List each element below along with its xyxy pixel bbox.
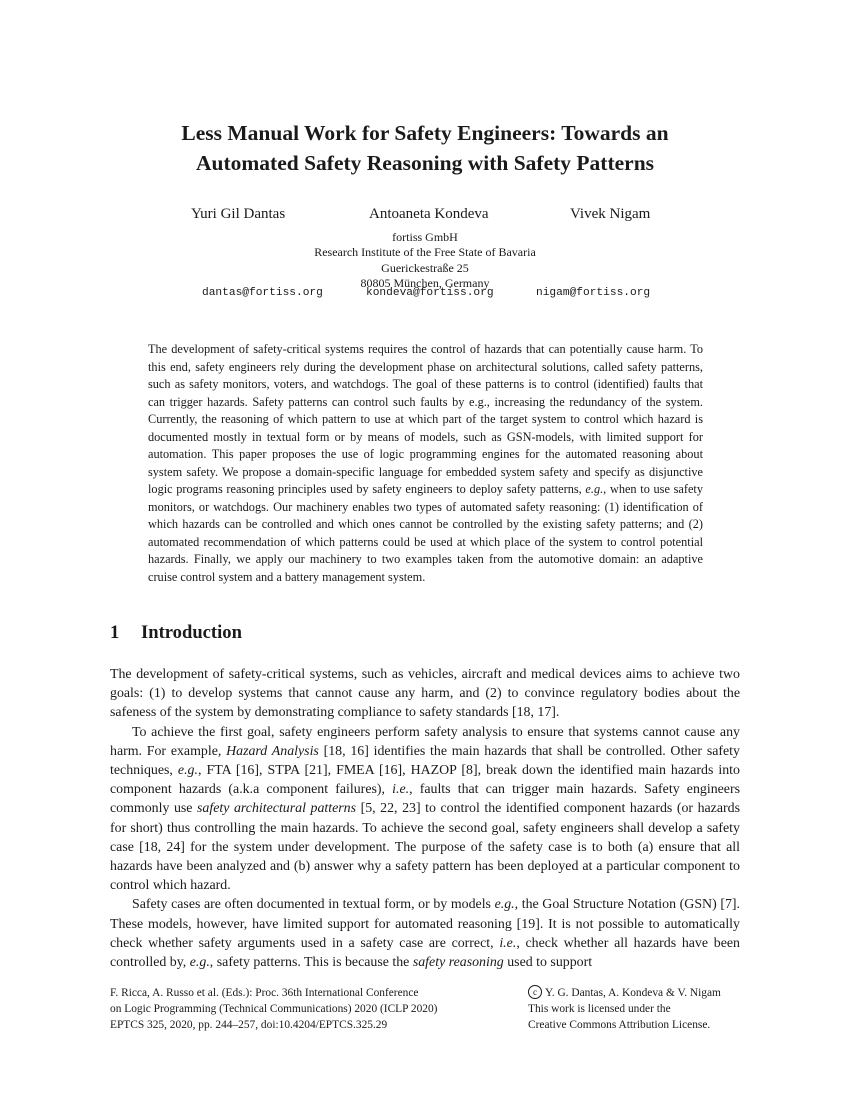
author-email: dantas@fortiss.org [202,287,323,299]
abstract-text: The development of safety-critical systems requires the control of hazards that can potentially cause harm. To this end, safety engineers rely during the development phase on architectural solutions, called safety patterns, such as safety monitors, voters, and watchdogs. The goal of these patterns is to control (identified) faults that can trigger hazards. Safety patterns can control such faults by e.g., increasing the redundancy of the system. Currently, the reasoning of which pattern to use at which part of the target system to control which hazard is documented mostly in textual form or by means of models, such as GSN-models, with limited support for automation. This paper proposes the use of logic programming engines for the automated reasoning about system safety. We propose a domain-specific language for embedded system safety and specify as disjunctive logic programs reasoning principles used by safety engineers to deploy safety patterns, [148,342,703,496]
emphasis: i.e. [392,782,410,798]
emphasis: safety reasoning [412,955,504,971]
author-list [0,206,850,228]
affiliation [0,230,850,291]
title-line-1: Less Manual Work for Safety Engineers: Towards an [181,121,669,145]
body-paragraph: The development of safety-critical systems, such as vehicles, aircraft and medical devices aims to achieve two goals: (1) to develop systems that cannot cause any harm, and (2) to convince regulatory bodies about the safeness of the system by demonstrating compliance to safety standards [18, 17]. [110,667,740,721]
text-run: , FTA [16], STPA [21], FMEA [16], HAZOP [8], break down the identified main hazards into component hazards (a.k.a component failures), [110,763,740,798]
emphasis: e.g. [177,763,198,779]
text-run: , the Goal Structure Notation (GSN) [7]. These models, however, have limited support for automated reasoning [19]. It is not possible to automatically check whether safety arguments used in a safety case are correct, [110,897,740,951]
text-run: [5, 22, 23] to control the identified component hazards (or hazards for short) thus controlling the main hazards. To achieve the second goal, safety engineers shall develop a safety case [18, 24] for the system under development. The purpose of the safety case is to both (a) ensure that all hazards have been analyzed and (b) answer why a safety pattern has been deployed at a particular component to control which hazard. [110,801,740,894]
section-number: 1 [110,622,120,643]
text-run: Safety cases are often documented in textual form, or by models [132,897,495,913]
copyright-line [528,985,748,1001]
emphasis: e.g. [189,955,210,971]
abstract [148,341,703,586]
section-heading [110,622,242,644]
license-info [528,985,748,1034]
text-run: To achieve the first goal, safety engineers perform safety analysis to ensure that systems cannot cause any harm. For example, [110,724,740,759]
text-run: [18, 16] identifies the main hazards that shall be controlled. Other safety techniques, [110,743,740,779]
publication-line: F. Ricca, A. Russo et al. (Eds.): Proc. 36th International Conference [110,987,419,999]
emphasis: safety architectural patterns [197,801,357,817]
text-run: , check whether all hazards have been controlled by, [110,935,740,971]
emphasis: Hazard Analysis [226,743,319,759]
author-name: Vivek Nigam [570,206,651,222]
text-run: , safety patterns. This is because the [209,955,413,971]
author-email: kondeva@fortiss.org [366,287,494,299]
author-name: Yuri Gil Dantas [191,206,286,222]
affiliation-line: Guerickestraße 25 [381,260,469,275]
emphasis: i.e. [499,935,517,951]
title-line-2: Automated Safety Reasoning with Safety Patterns [195,151,655,175]
affiliation-line: Research Institute of the Free State of Bavaria [314,245,536,260]
section-body [110,665,740,972]
author-emails [0,287,850,305]
author-email: nigam@fortiss.org [536,287,651,299]
license-line: This work is licensed under the [528,1003,671,1016]
publication-info [110,985,510,1034]
abstract-paragraph [148,341,703,586]
publication-line: EPTCS 325, 2020, pp. 244–257, doi:10.4204/EPTCS.325.29 [110,1019,388,1032]
text-run: used to support [503,955,593,971]
body-paragraph [110,895,740,972]
section-title: Introduction [141,622,242,643]
publication-line: on Logic Programming (Technical Communications) 2020 (ICLP 2020) [110,1003,438,1016]
affiliation-line: 80805 München, Germany [360,275,490,290]
body-paragraph [110,723,740,896]
author-name: Antoaneta Kondeva [369,206,489,222]
affiliation-line: fortiss GmbH [392,230,458,244]
paper-title [0,118,850,178]
abstract-text: , when to use safety monitors, or watchdogs. Our machinery enables two types of automated safety reasoning: (1) identification of which hazards can be controlled and which ones cannot be controlled by the existing safety patterns; and (2) automated recommendation of which patterns could be used at which place of the system to control potential hazards. Finally, we apply our machinery to two examples taken from the automotive domain: an adaptive cruise control system and a battery management system. [148,482,703,584]
abstract-emphasis: e.g. [585,482,604,496]
text-run: , faults that can trigger main hazards. Safety engineers commonly use [110,782,740,817]
license-line: Creative Commons Attribution License. [528,1019,711,1032]
emphasis: e.g. [494,897,515,913]
copyright-holders: Y. G. Dantas, A. Kondeva & V. Nigam [545,987,721,999]
copyright-icon: c [528,985,542,999]
